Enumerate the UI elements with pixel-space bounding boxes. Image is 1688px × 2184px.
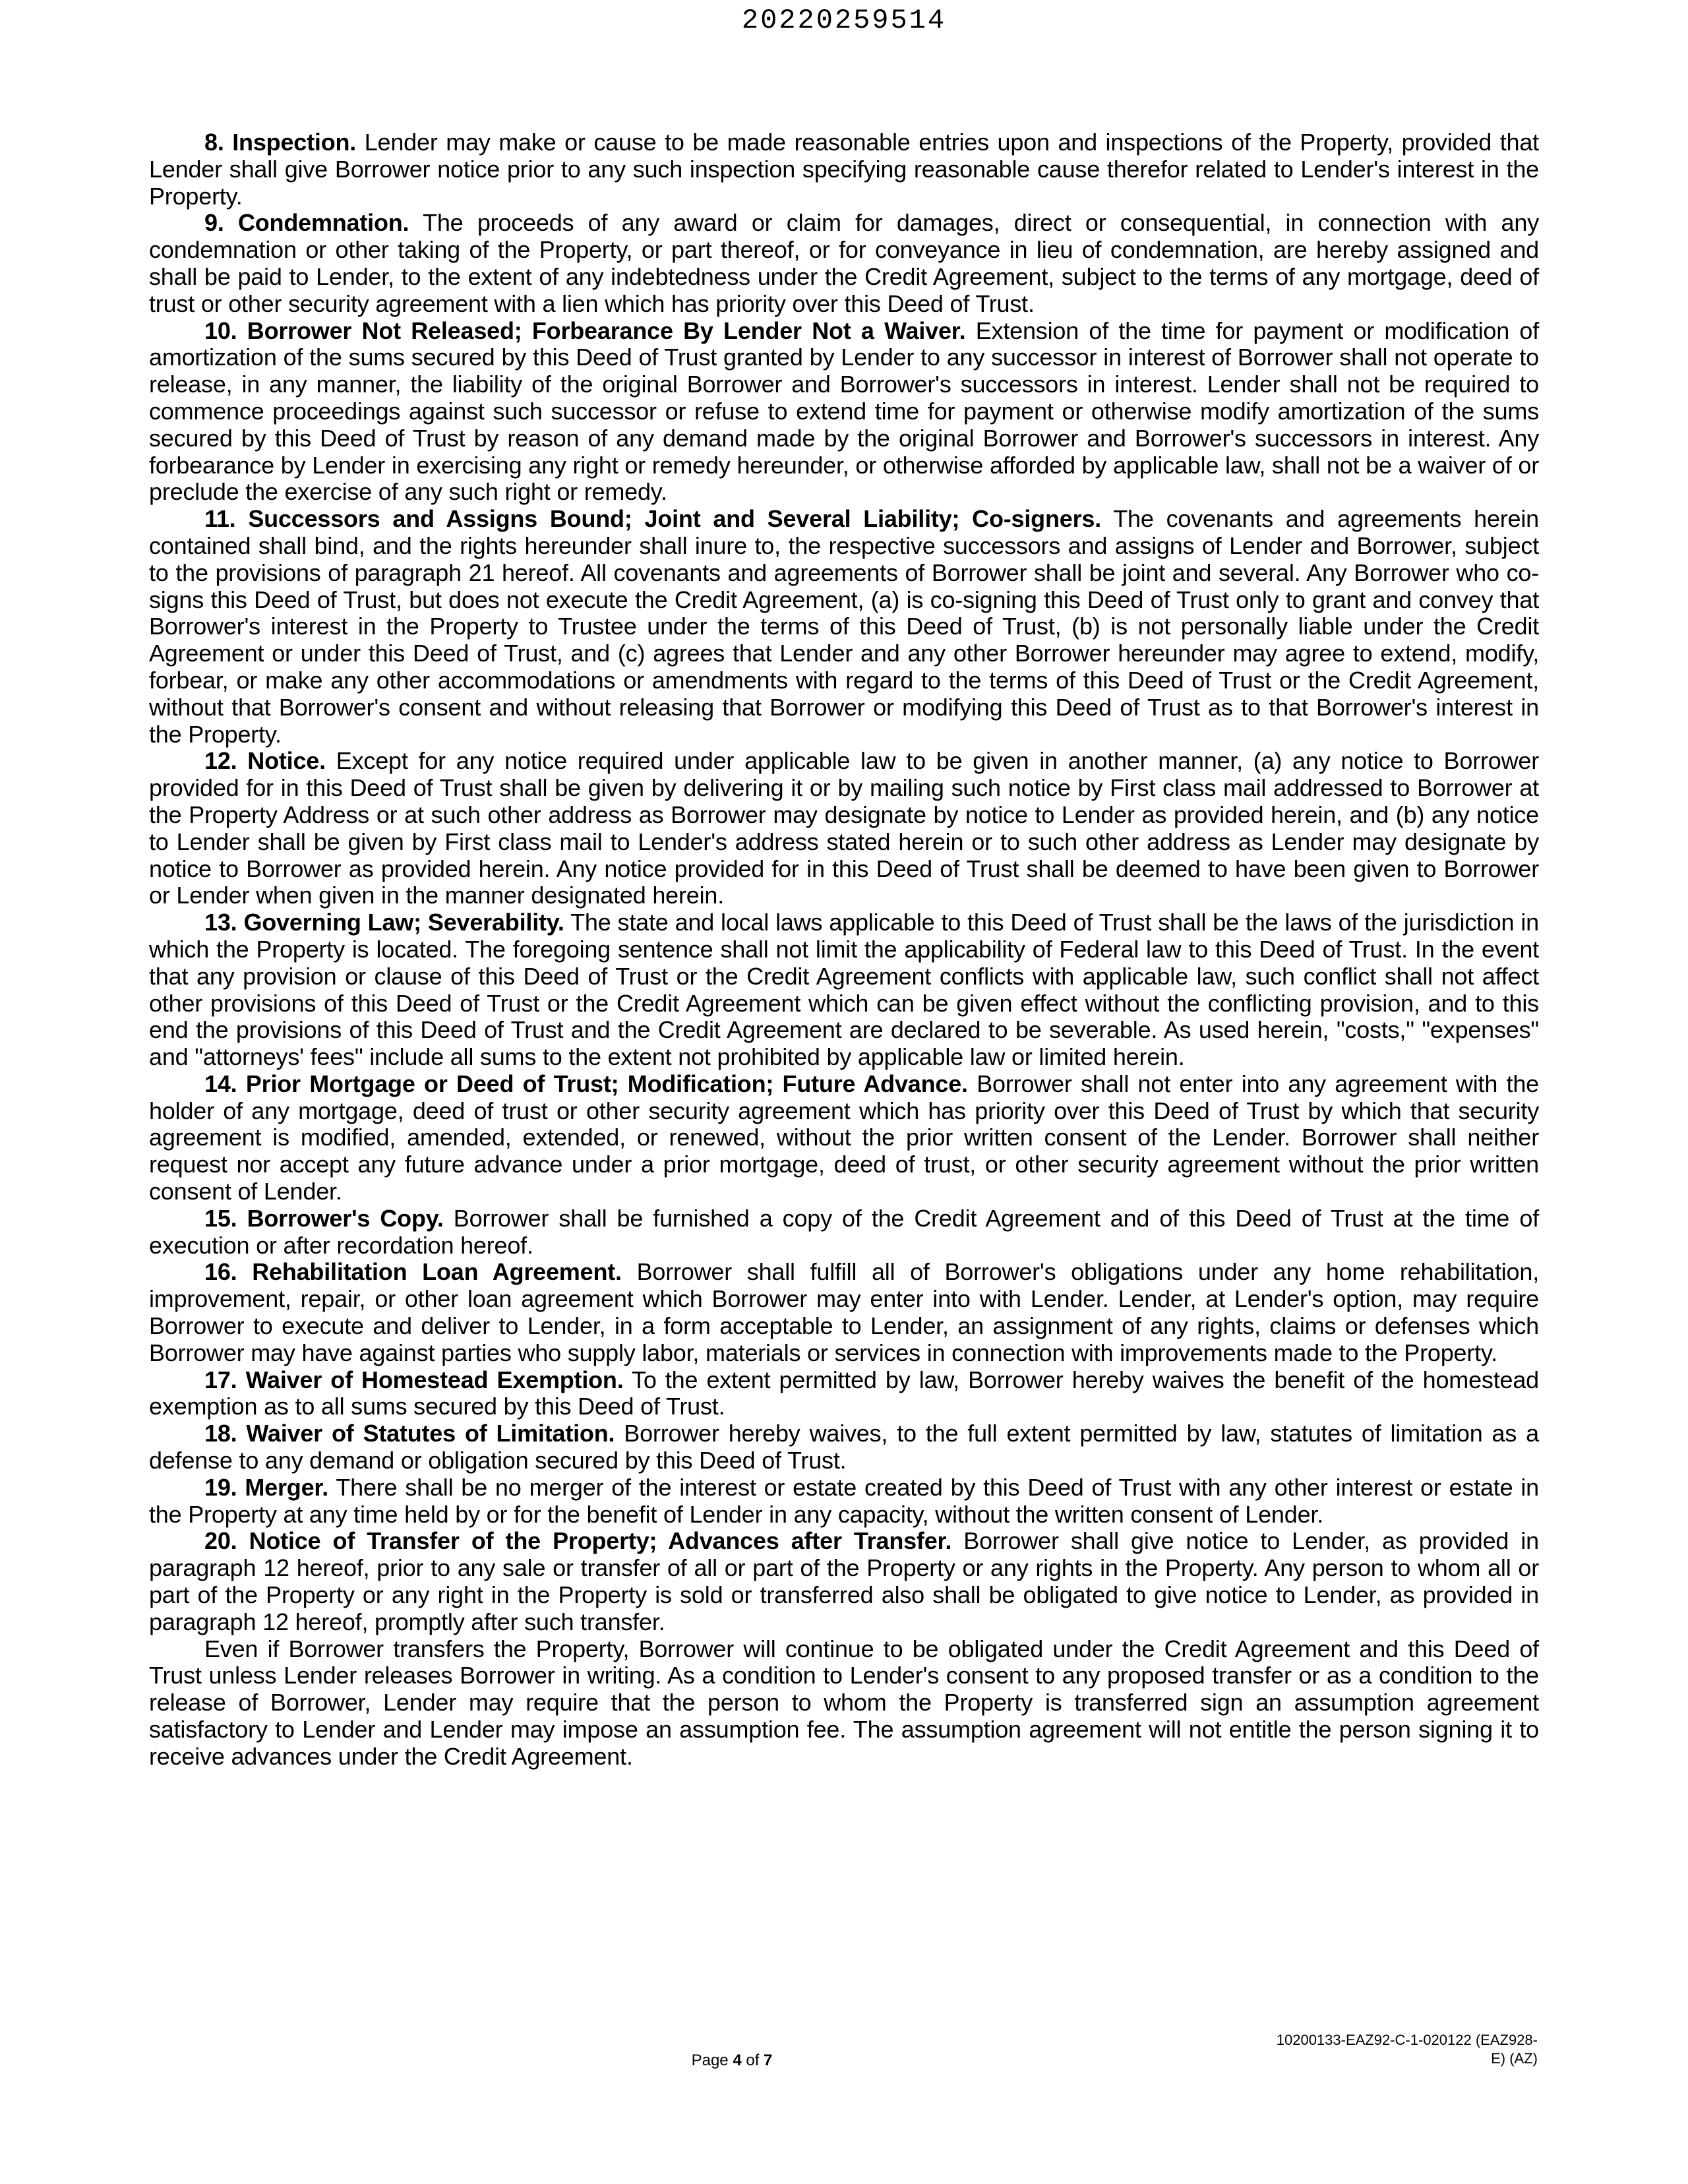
paragraph-successors-and-assigns: [149, 506, 1539, 748]
paragraph-borrowers-copy: [149, 1205, 1539, 1259]
paragraph-statutes-of-limitation: [149, 1420, 1539, 1474]
form-code: [1240, 2031, 1538, 2068]
paragraph-borrower-not-released: [149, 318, 1539, 506]
paragraph-heading: 14. Prior Mortgage or Deed of Trust; Modification; Future Advance.: [204, 1070, 968, 1097]
paragraph-transfer-continuation: [149, 1636, 1539, 1771]
paragraph-heading: 18. Waiver of Statutes of Limitation.: [204, 1420, 615, 1447]
paragraph-heading: 15. Borrower's Copy.: [204, 1204, 444, 1232]
paragraph-notice-of-transfer: [149, 1528, 1539, 1635]
recording-number: 20220259514: [741, 5, 947, 36]
paragraph-homestead-exemption: [149, 1367, 1539, 1421]
paragraph-heading: 8. Inspection.: [204, 129, 357, 156]
paragraph-merger: [149, 1474, 1539, 1529]
paragraph-governing-law: [149, 909, 1539, 1071]
paragraph-text: Lender may make or cause to be made reasonable entries upon and inspections of the Property, provided that Lender shall give Borrower notice prior to any such inspection specifying reasonable cause therefor related to Lender's interest in the Property.: [149, 129, 1539, 210]
total-page-count: 7: [764, 2051, 773, 2069]
paragraph-text: Borrower shall give notice to Lender, as provided in paragraph 12 hereof, prior to any sale or transfer of all or part of the Property or any rights in the Property. Any person to whom all or part of the Property or any right in the Property is sold or transferred also shall be obligated to give notice to Lender, as provided in paragraph 12 hereof, promptly after such transfer.: [149, 1527, 1540, 1635]
paragraph-heading: 9. Condemnation.: [204, 209, 409, 237]
paragraph-text: The covenants and agreements herein contained shall bind, and the rights hereunder shall inure to, the respective successors and assigns of Lender and Borrower, subject to the provisions of paragraph 21 hereof. All covenants and agreements of Borrower shall be joint and several. Any Borrower who co-signs this Deed of Trust, but does not execute the Credit Agreement, (a) is co-signing this Deed of Trust only to grant and convey that Borrower's interest in the Property to Trustee under the terms of this Deed of Trust, (b) is not personally liable under the Credit Agreement or under this Deed of Trust, and (c) agrees that Lender and any other Borrower hereunder may agree to extend, modify, forbear, or make any other accommodations or amendments with regard to the terms of this Deed of Trust or the Credit Agreement, without that Borrower's consent and without releasing that Borrower or modifying this Deed of Trust as to that Borrower's interest in the Property.: [149, 505, 1540, 748]
document-body: [149, 129, 1539, 1771]
paragraph-text: Except for any notice required under applicable law to be given in another manner, (a) any notice to Borrower provided for in this Deed of Trust shall be given by delivering it or by mailing such notice by First class mail addressed to Borrower at the Property Address or at such other address as Borrower may designate by notice to Lender as provided herein, and (b) any notice to Lender shall be given by First class mail to Lender's address stated herein or to such other address as Lender may designate by notice to Borrower as provided herein. Any notice provided for in this Deed of Trust shall be deemed to have been given to Borrower or Lender when given in the manner designated herein.: [149, 747, 1539, 909]
paragraph-text: Borrower hereby waives, to the full extent permitted by law, statutes of limitation as a defense to any demand or obligation secured by this Deed of Trust.: [149, 1420, 1539, 1474]
paragraph-heading: 17. Waiver of Homestead Exemption.: [204, 1366, 624, 1393]
paragraph-text: The proceeds of any award or claim for damages, direct or consequential, in connection with any condemnation or other taking of the Property, or part thereof, or for conveyance in lieu of condemnation, are hereby assigned and shall be paid to Lender, to the extent of any indebtedness under the Credit Agreement, subject to the terms of any mortgage, deed of trust or other security agreement with a lien which has priority over this Deed of Trust.: [149, 209, 1539, 317]
paragraph-heading: 10. Borrower Not Released; Forbearance By Lender Not a Waiver.: [204, 317, 966, 344]
paragraph-text: Extension of the time for payment or modification of amortization of the sums secured by this Deed of Trust granted by Lender to any successor in interest of Borrower shall not operate to release, in any manner, the liability of the original Borrower and Borrower's successors in interest. Lender shall not be required to commence proceedings against such successor or refuse to extend time for payment or otherwise modify amortization of the sums secured by this Deed of Trust by reason of any demand made by the original Borrower and Borrower's successors in interest. Any forbearance by Lender in exercising any right or remedy hereunder, or otherwise afforded by applicable law, shall not be a waiver of or preclude the exercise of any such right or remedy.: [149, 317, 1539, 506]
paragraph-inspection: [149, 129, 1539, 210]
paragraph-text: The state and local laws applicable to this Deed of Trust shall be the laws of the jurisdiction in which the Property is located. The foregoing sentence shall not limit the applicability of Federal law to this Deed of Trust. In the event that any provision or clause of this Deed of Trust or the Credit Agreement conflicts with applicable law, such conflict shall not affect other provisions of this Deed of Trust or the Credit Agreement which can be given effect without the conflicting provision, and to this end the provisions of this Deed of Trust and the Credit Agreement are declared to be severable. As used herein, "costs," "expenses" and "attorneys' fees" include all sums to the extent not prohibited by applicable law or limited herein.: [149, 909, 1539, 1071]
paragraph-prior-mortgage: [149, 1071, 1539, 1205]
paragraph-text: Borrower shall be furnished a copy of the Credit Agreement and of this Deed of Trust at the time of execution or after recordation hereof.: [149, 1204, 1540, 1259]
paragraph-text: Borrower shall not enter into any agreement with the holder of any mortgage, deed of trust or other security agreement which has priority over this Deed of Trust by which that security agreement is modified, amended, extended, or renewed, without the prior written consent of the Lender. Borrower shall neither request nor accept any future advance under a prior mortgage, deed of trust, or other security agreement without the prior written consent of Lender.: [149, 1070, 1539, 1205]
paragraph-heading: 12. Notice.: [204, 747, 326, 775]
page-word: Page: [691, 2051, 729, 2069]
paragraph-notice: [149, 748, 1539, 909]
form-code-line: 10200133-EAZ92-C-1-020122 (EAZ928-: [1276, 2032, 1538, 2048]
paragraph-heading: 19. Merger.: [204, 1473, 329, 1501]
paragraph-text: Even if Borrower transfers the Property, Borrower will continue to be obligated under the Credit Agreement and this Deed of Trust unless Lender releases Borrower in writing. As a condition to Lender's consent to any proposed transfer or as a condition to the release of Borrower, Lender may require that the person to whom the Property is transferred sign an assumption agreement satisfactory to Lender and Lender may impose an assumption fee. The assumption agreement will not entitle the person signing it to receive advances under the Credit Agreement.: [149, 1635, 1539, 1770]
paragraph-heading: 20. Notice of Transfer of the Property; Advances after Transfer.: [204, 1527, 952, 1555]
paragraph-rehabilitation-loan: [149, 1259, 1539, 1366]
paragraph-text: Borrower shall fulfill all of Borrower's obligations under any home rehabilitation, improvement, repair, or other loan agreement which Borrower may enter into with Lender. Lender, at Lender's option, may require Borrower to execute and deliver to Lender, in a form acceptable to Lender, an assignment of any rights, claims or defenses which Borrower may have against parties who supply labor, materials or services in connection with improvements made to the Property.: [149, 1258, 1540, 1366]
paragraph-condemnation: [149, 210, 1539, 317]
current-page-number: 4: [733, 2051, 742, 2069]
of-word: of: [746, 2051, 760, 2069]
paragraph-heading: 13. Governing Law; Severability.: [204, 909, 564, 936]
paragraph-heading: 11. Successors and Assigns Bound; Joint and Several Liability; Co-signers.: [204, 505, 1102, 533]
paragraph-text: There shall be no merger of the interest or estate created by this Deed of Trust with any other interest or estate in the Property at any time held by or for the benefit of Lender in any capacity, without the written consent of Lender.: [149, 1473, 1539, 1528]
form-code-line: E) (AZ): [1491, 2050, 1538, 2067]
paragraph-heading: 16. Rehabilitation Loan Agreement.: [204, 1258, 622, 1286]
paragraph-text: To the extent permitted by law, Borrower hereby waives the benefit of the homestead exemption as to all sums secured by this Deed of Trust.: [149, 1366, 1539, 1420]
